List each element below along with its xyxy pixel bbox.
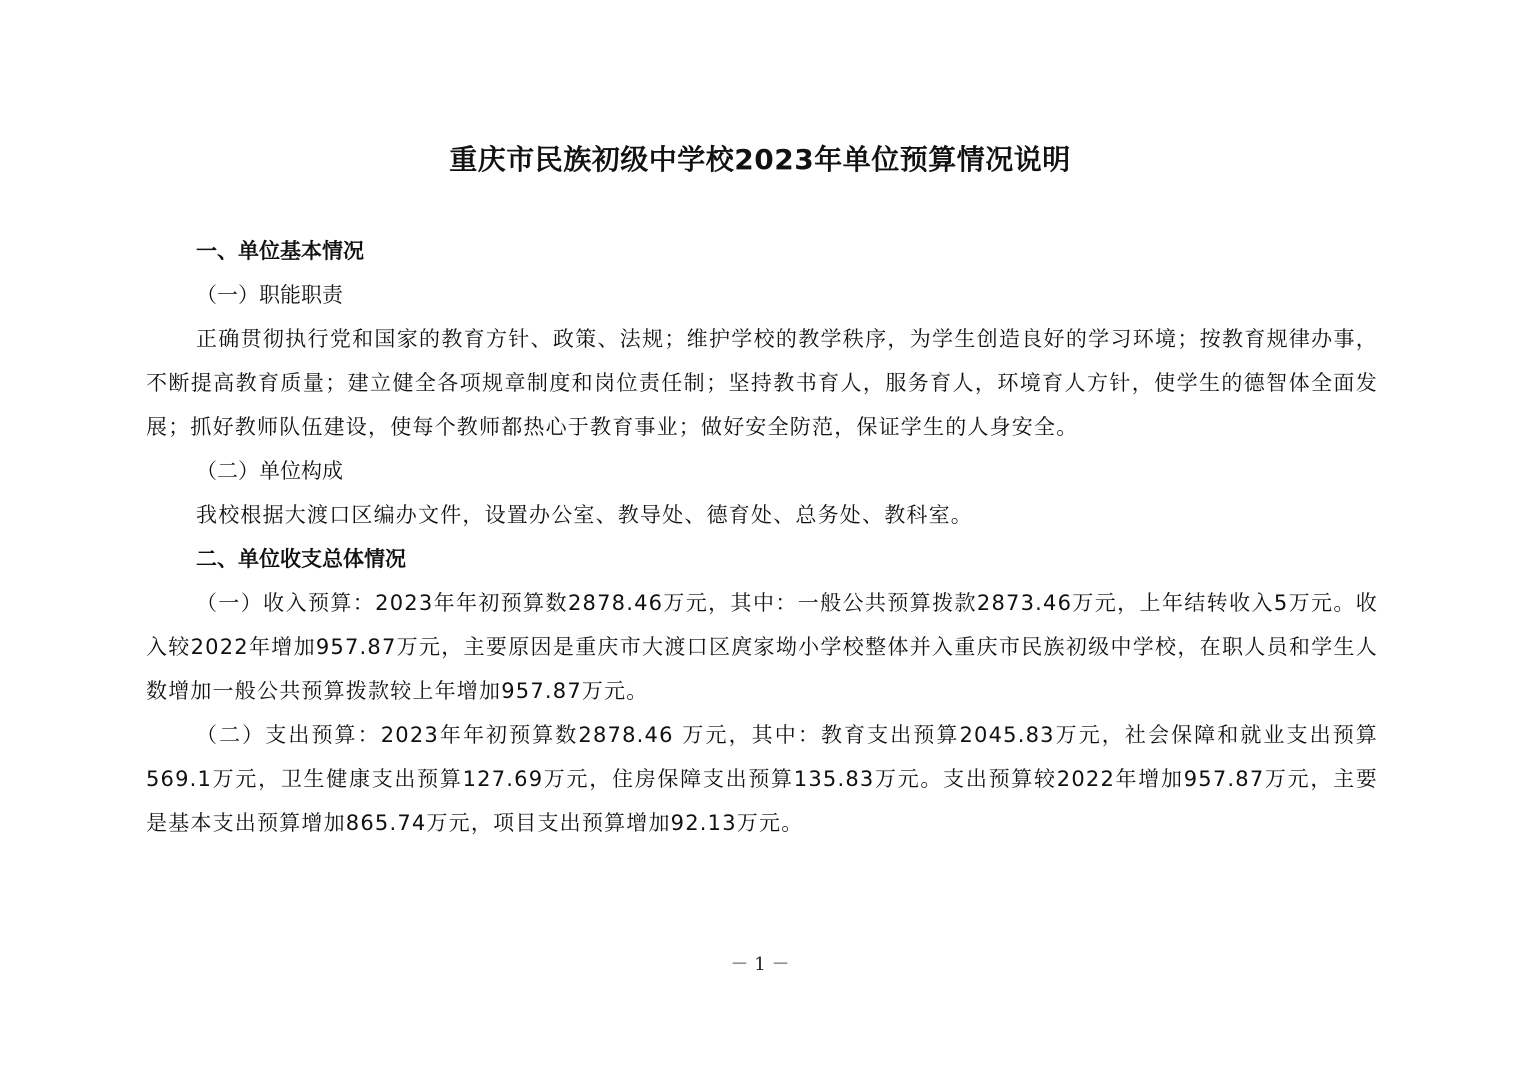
document-title: 重庆市民族初级中学校2023年单位预算情况说明: [449, 143, 1071, 176]
subsection-heading-composition: （二）单位构成: [196, 459, 343, 483]
section-heading-budget-overview: 二、单位收支总体情况: [196, 547, 406, 571]
paragraph-income-budget: （一）收入预算：2023年年初预算数2878.46万元，其中：一般公共预算拨款2873.46万元，上年结转收入5万元。收入较2022年增加957.87万元，主要原因是重庆市大渡口区庹家坳小学校整体并入重庆市民族初级中学校，在职人员和学生人数增加一般公共预算拨款较上年增加957.87万元。: [146, 591, 1378, 703]
paragraph-expenditure-budget: （二）支出预算：2023年年初预算数2878.46 万元，其中：教育支出预算2045.83万元，社会保障和就业支出预算569.1万元，卫生健康支出预算127.69万元，住房保障支出预算135.83万元。支出预算较2022年增加957.87万元，主要是基本支出预算增加865.74万元，项目支出预算增加92.13万元。: [146, 723, 1378, 835]
document-body: [146, 229, 1378, 845]
paragraph-duties: 正确贯彻执行党和国家的教育方针、政策、法规；维护学校的教学秩序，为学生创造良好的学习环境；按教育规律办事，不断提高教育质量；建立健全各项规章制度和岗位责任制；坚持教书育人，服务育人，环境育人方针，使学生的德智体全面发展；抓好教师队伍建设，使每个教师都热心于教育事业；做好安全防范，保证学生的人身安全。: [146, 327, 1378, 439]
paragraph-composition: 我校根据大渡口区编办文件，设置办公室、教导处、德育处、总务处、教科室。: [196, 503, 973, 527]
section-heading-basic-info: 一、单位基本情况: [196, 239, 364, 263]
page-number: － 1 －: [730, 954, 790, 975]
subsection-heading-duties: （一）职能职责: [196, 283, 343, 307]
